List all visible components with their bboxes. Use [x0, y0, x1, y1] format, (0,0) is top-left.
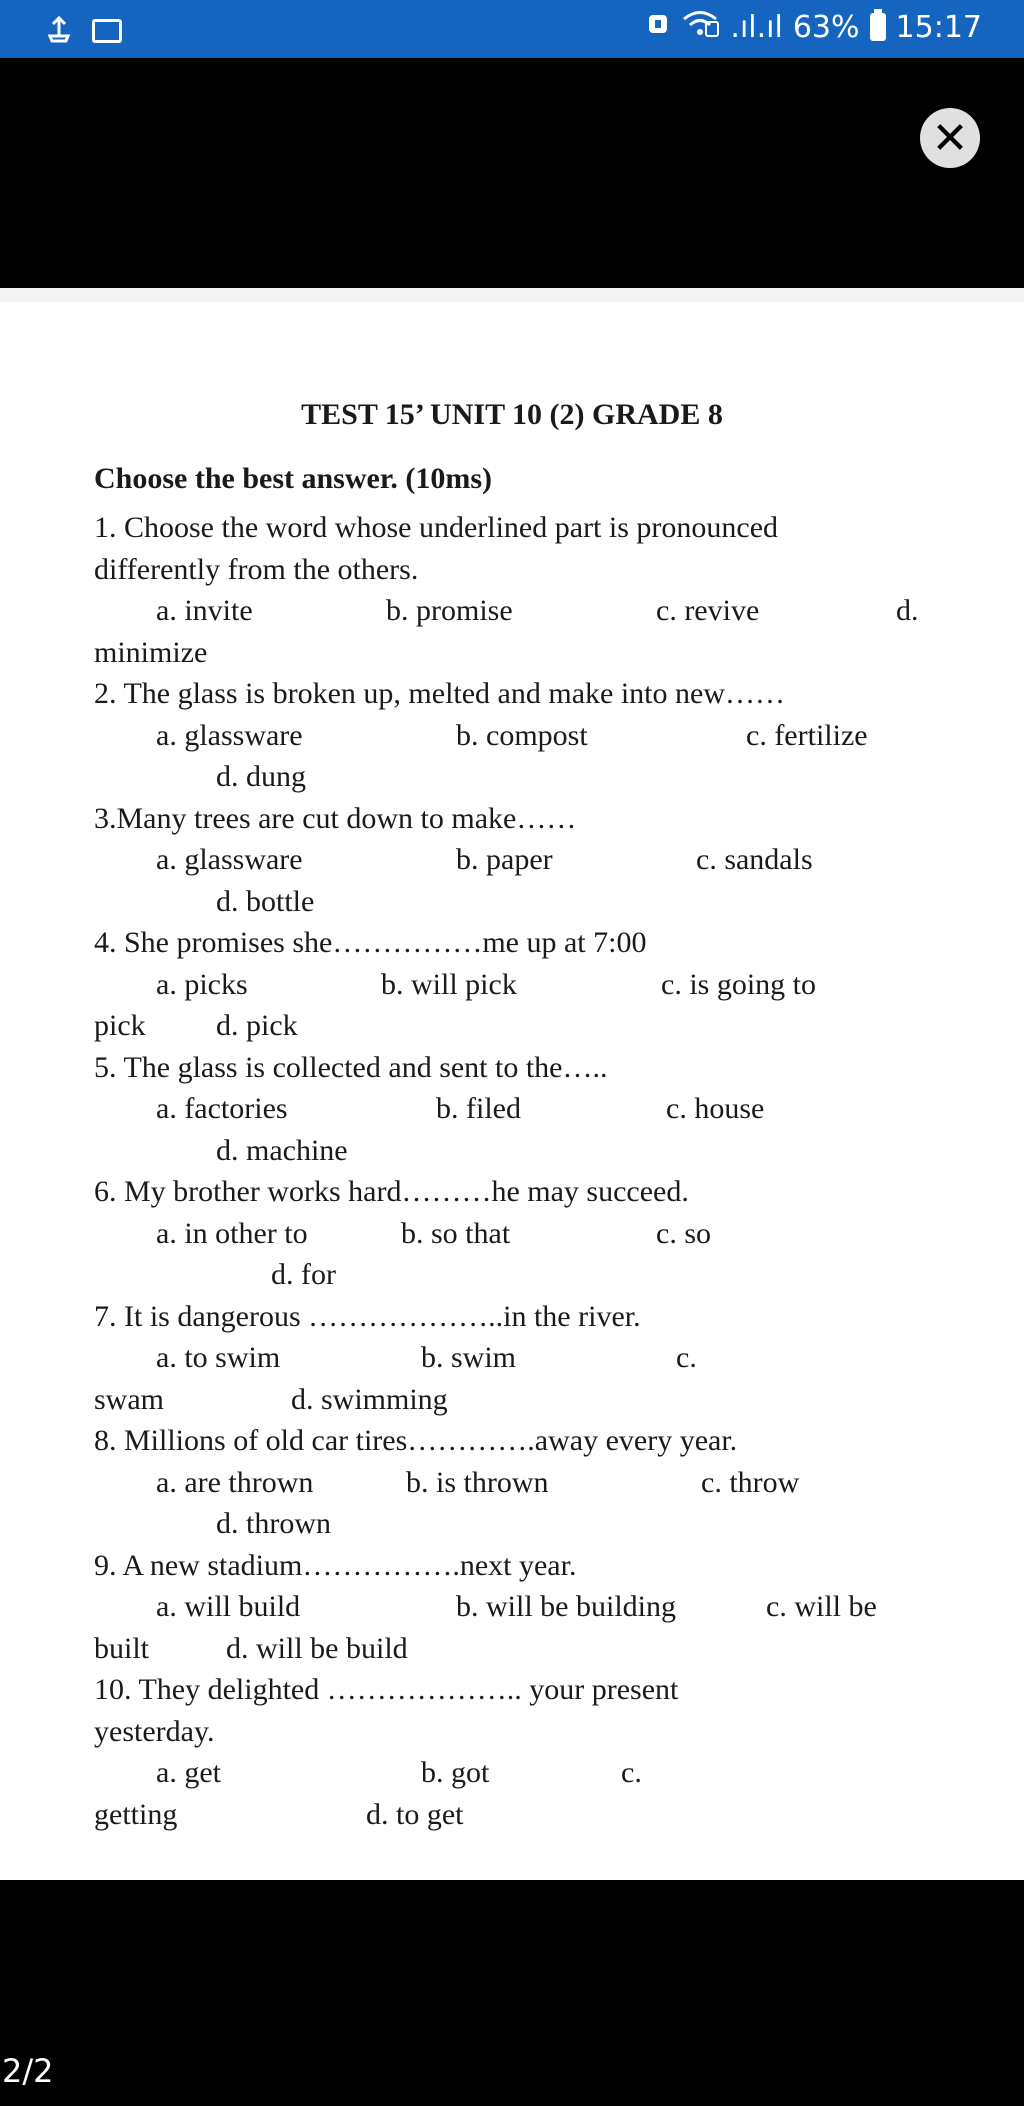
q3-option-b: b. paper	[456, 843, 553, 876]
q3-option-c: c. sandals	[696, 843, 813, 876]
q10-option-b: b. got	[421, 1756, 490, 1789]
q10-option-c: getting	[94, 1797, 178, 1831]
q5-option-c: c. house	[666, 1092, 765, 1125]
signal-indicator: .ıl.ıl	[730, 9, 783, 45]
q6-option-d: d. for	[271, 1258, 336, 1291]
q9-option-c: c. will be	[766, 1590, 877, 1623]
q2-stem: 2. The glass is broken up, melted and make into new……	[94, 677, 785, 710]
close-button[interactable]	[920, 108, 980, 168]
q7-option-c-letter: c.	[676, 1341, 697, 1374]
q9-option-d: d. will be build	[226, 1631, 408, 1665]
question-10	[94, 1669, 944, 1835]
q5-stem: 5. The glass is collected and sent to the…..	[94, 1050, 608, 1084]
usb-icon	[44, 14, 74, 48]
q5-option-a: a. factories	[156, 1092, 288, 1125]
question-2	[94, 673, 944, 798]
q1-stem-1: 1. Choose the word whose underlined part is pronounced	[94, 511, 779, 544]
q10-option-d: d. to get	[366, 1797, 464, 1831]
alarm-icon	[646, 9, 670, 45]
q8-option-b: b. is thrown	[406, 1465, 549, 1499]
q4-option-c-cont: pick	[94, 1009, 146, 1042]
q7-stem: 7. It is dangerous ………………..in the river.	[94, 1299, 641, 1333]
question-4	[94, 922, 944, 1047]
q10-option-a: a. get	[156, 1756, 221, 1789]
q2-option-b: b. compost	[456, 718, 588, 752]
q9-stem: 9. A new stadium…………….next year.	[94, 1548, 577, 1582]
battery-icon	[870, 13, 886, 41]
question-1	[94, 507, 944, 673]
question-6	[94, 1171, 944, 1296]
instruction: Choose the best answer. (10ms)	[94, 461, 493, 495]
close-icon: ✕	[931, 112, 969, 164]
question-8	[94, 1420, 944, 1545]
q2-option-d: d. dung	[216, 760, 306, 793]
q8-option-a: a. are thrown	[156, 1465, 314, 1499]
doc-title: TEST 15’ UNIT 10 (2) GRADE 8	[301, 398, 723, 431]
q7-option-a: a. to swim	[156, 1341, 281, 1374]
q9-option-a: a. will build	[156, 1590, 301, 1623]
status-bar	[0, 0, 1024, 58]
q1-option-b: b. promise	[386, 594, 513, 627]
q7-option-d: d. swimming	[291, 1382, 448, 1416]
q1-stem-2: differently from the others.	[94, 552, 419, 586]
q9-option-c-cont: built	[94, 1631, 150, 1665]
q3-option-d: d. bottle	[216, 884, 315, 918]
q7-option-b: b. swim	[421, 1341, 517, 1374]
q8-stem: 8. Millions of old car tires………….away every year.	[94, 1424, 738, 1457]
notification-icon	[92, 19, 122, 43]
q6-option-b: b. so that	[401, 1216, 511, 1250]
page-top-edge	[0, 288, 1024, 302]
battery-percent: 63%	[792, 9, 860, 45]
question-9	[94, 1545, 944, 1670]
question-3	[94, 798, 944, 923]
q7-option-c: swam	[94, 1382, 164, 1416]
question-7	[94, 1296, 944, 1421]
q4-option-b: b. will pick	[381, 967, 517, 1001]
clock: 15:17	[895, 9, 982, 45]
q6-option-a: a. in other to	[156, 1216, 308, 1250]
q4-option-a: a. picks	[156, 967, 248, 1001]
q5-option-b: b. filed	[436, 1092, 521, 1125]
q1-option-c: c. revive	[656, 594, 760, 627]
q1-option-a: a. invite	[156, 594, 253, 627]
q2-option-c: c. fertilize	[746, 718, 868, 752]
q3-stem: 3.Many trees are cut down to make……	[94, 801, 577, 835]
q8-option-c: c. throw	[701, 1465, 800, 1499]
q1-option-d-letter: d.	[896, 594, 919, 627]
q4-stem: 4. She promises she……………me up at 7:00	[94, 926, 647, 959]
q6-stem: 6. My brother works hard………he may succeed.	[94, 1175, 689, 1208]
wifi-icon	[680, 8, 720, 46]
q9-option-b: b. will be building	[456, 1590, 676, 1623]
q4-option-c: c. is going to	[661, 967, 816, 1001]
q2-option-a: a. glassware	[156, 718, 303, 752]
document-page	[0, 288, 1024, 1880]
page-indicator: 2/2	[2, 2052, 54, 2090]
q8-option-d: d. thrown	[216, 1507, 331, 1540]
q6-option-c: c. so	[656, 1216, 711, 1250]
q1-option-d: minimize	[94, 635, 208, 669]
q3-option-a: a. glassware	[156, 843, 303, 876]
q4-option-d: d. pick	[216, 1009, 298, 1042]
document-content	[94, 394, 944, 1835]
q10-option-c-letter: c.	[621, 1756, 642, 1789]
q10-stem-1: 10. They delighted ……………….. your present	[94, 1673, 679, 1706]
question-5	[94, 1047, 944, 1172]
q10-stem-2: yesterday.	[94, 1714, 215, 1748]
q5-option-d: d. machine	[216, 1133, 348, 1167]
